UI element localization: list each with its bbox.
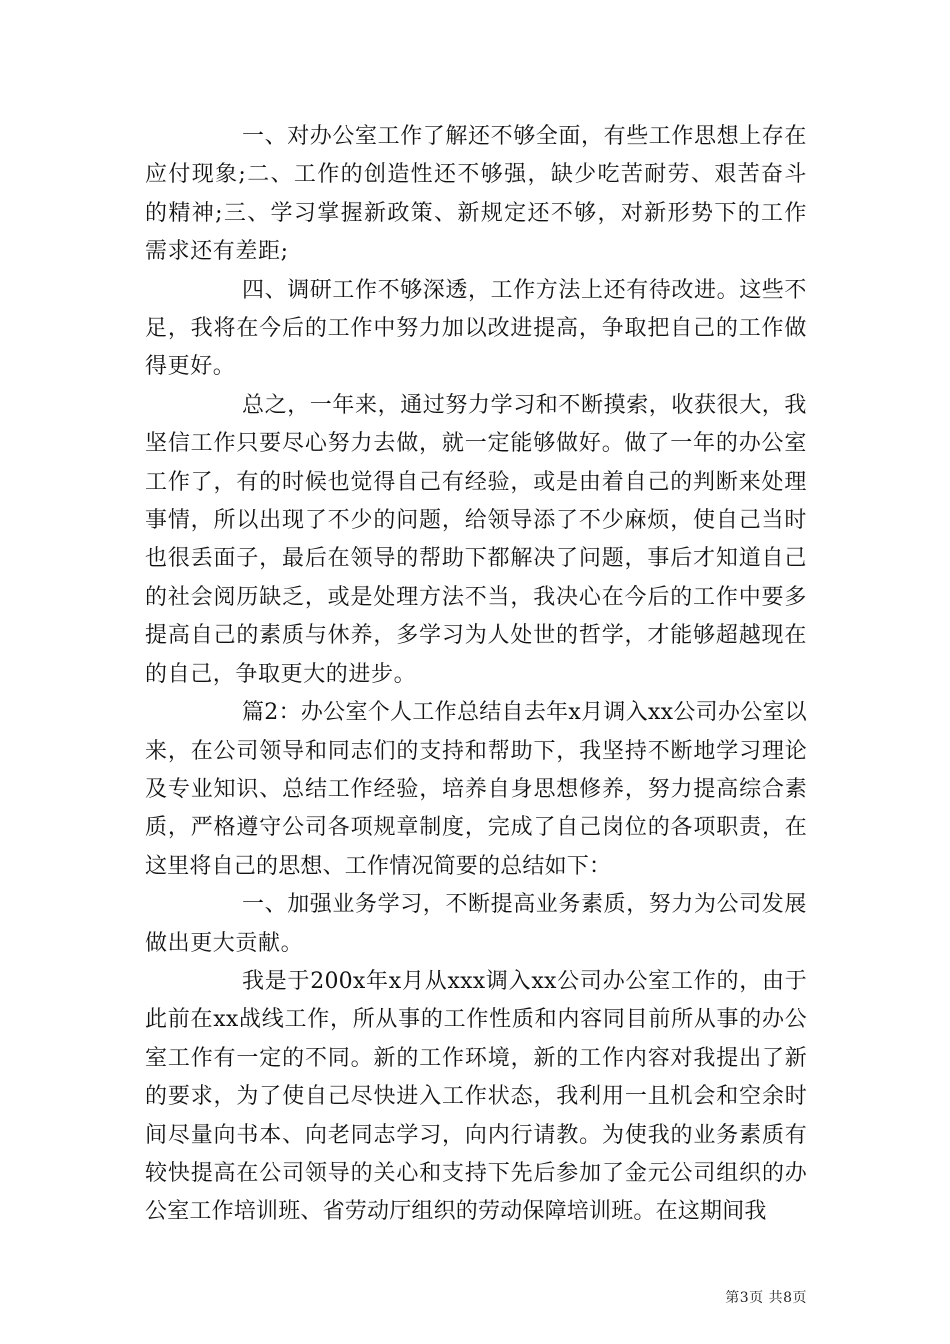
- paragraph-heading-business-study: 一、加强业务学习，不断提高业务素质，努力为公司发展做出更大贡献。: [145, 892, 808, 956]
- paragraph-research-work: 四、调研工作不够深透，工作方法上还有待改进。这些不足，我将在今后的工作中努力加以改进提高，争取把自己的工作做得更好。: [145, 277, 808, 380]
- paragraph-summary: 总之，一年来，通过努力学习和不断摸索，收获很大，我坚信工作只要尽心努力去做，就一定能够做好。做了一年的办公室工作了，有的时候也觉得自己有经验，或是由着自己的判断来处理事情，所以出现了不少的问题，给领导添了不少麻烦，使自己当时也很丢面子，最后在领导的帮助下都解决了问题，事后才知道自己的社会阅历缺乏，或是处理方法不当，我决心在今后的工作中要多提高自己的素质与休养，多学习为人处世的哲学，才能够超越现在的自己，争取更大的进步。: [145, 392, 808, 687]
- page-number-footer: 第3页 共8页: [725, 1290, 807, 1306]
- paragraph-shortcomings: 一、对办公室工作了解还不够全面，有些工作思想上存在应付现象;二、工作的创造性还不够强，缺少吃苦耐劳、艰苦奋斗的精神;三、学习掌握新政策、新规定还不够，对新形势下的工作需求还有差距;: [145, 124, 808, 265]
- document-page: [145, 118, 807, 1232]
- paragraph-work-experience: 我是于200x年x月从xxx调入xx公司办公室工作的，由于此前在xx战线工作，所从事的工作性质和内容同目前所从事的办公室工作有一定的不同。新的工作环境，新的工作内容对我提出了新的要求，为了使自己尽快进入工作状态，我利用一且机会和空余时间尽量向书本、向老同志学习，向内行请教。为使我的业务素质有较快提高在公司领导的关心和支持下先后参加了金元公司组织的办公室工作培训班、省劳动厅组织的劳动保障培训班。在这期间我: [145, 968, 807, 1225]
- paragraph-part-2-intro: 篇2：办公室个人工作总结自去年x月调入xx公司办公室以来，在公司领导和同志们的支持和帮助下，我坚持不断地学习理论及专业知识、总结工作经验，培养自身思想修养，努力提高综合素质，严格遵守公司各项规章制度，完成了自己岗位的各项职责，在这里将自己的思想、工作情况简要的总结如下：: [145, 700, 807, 879]
